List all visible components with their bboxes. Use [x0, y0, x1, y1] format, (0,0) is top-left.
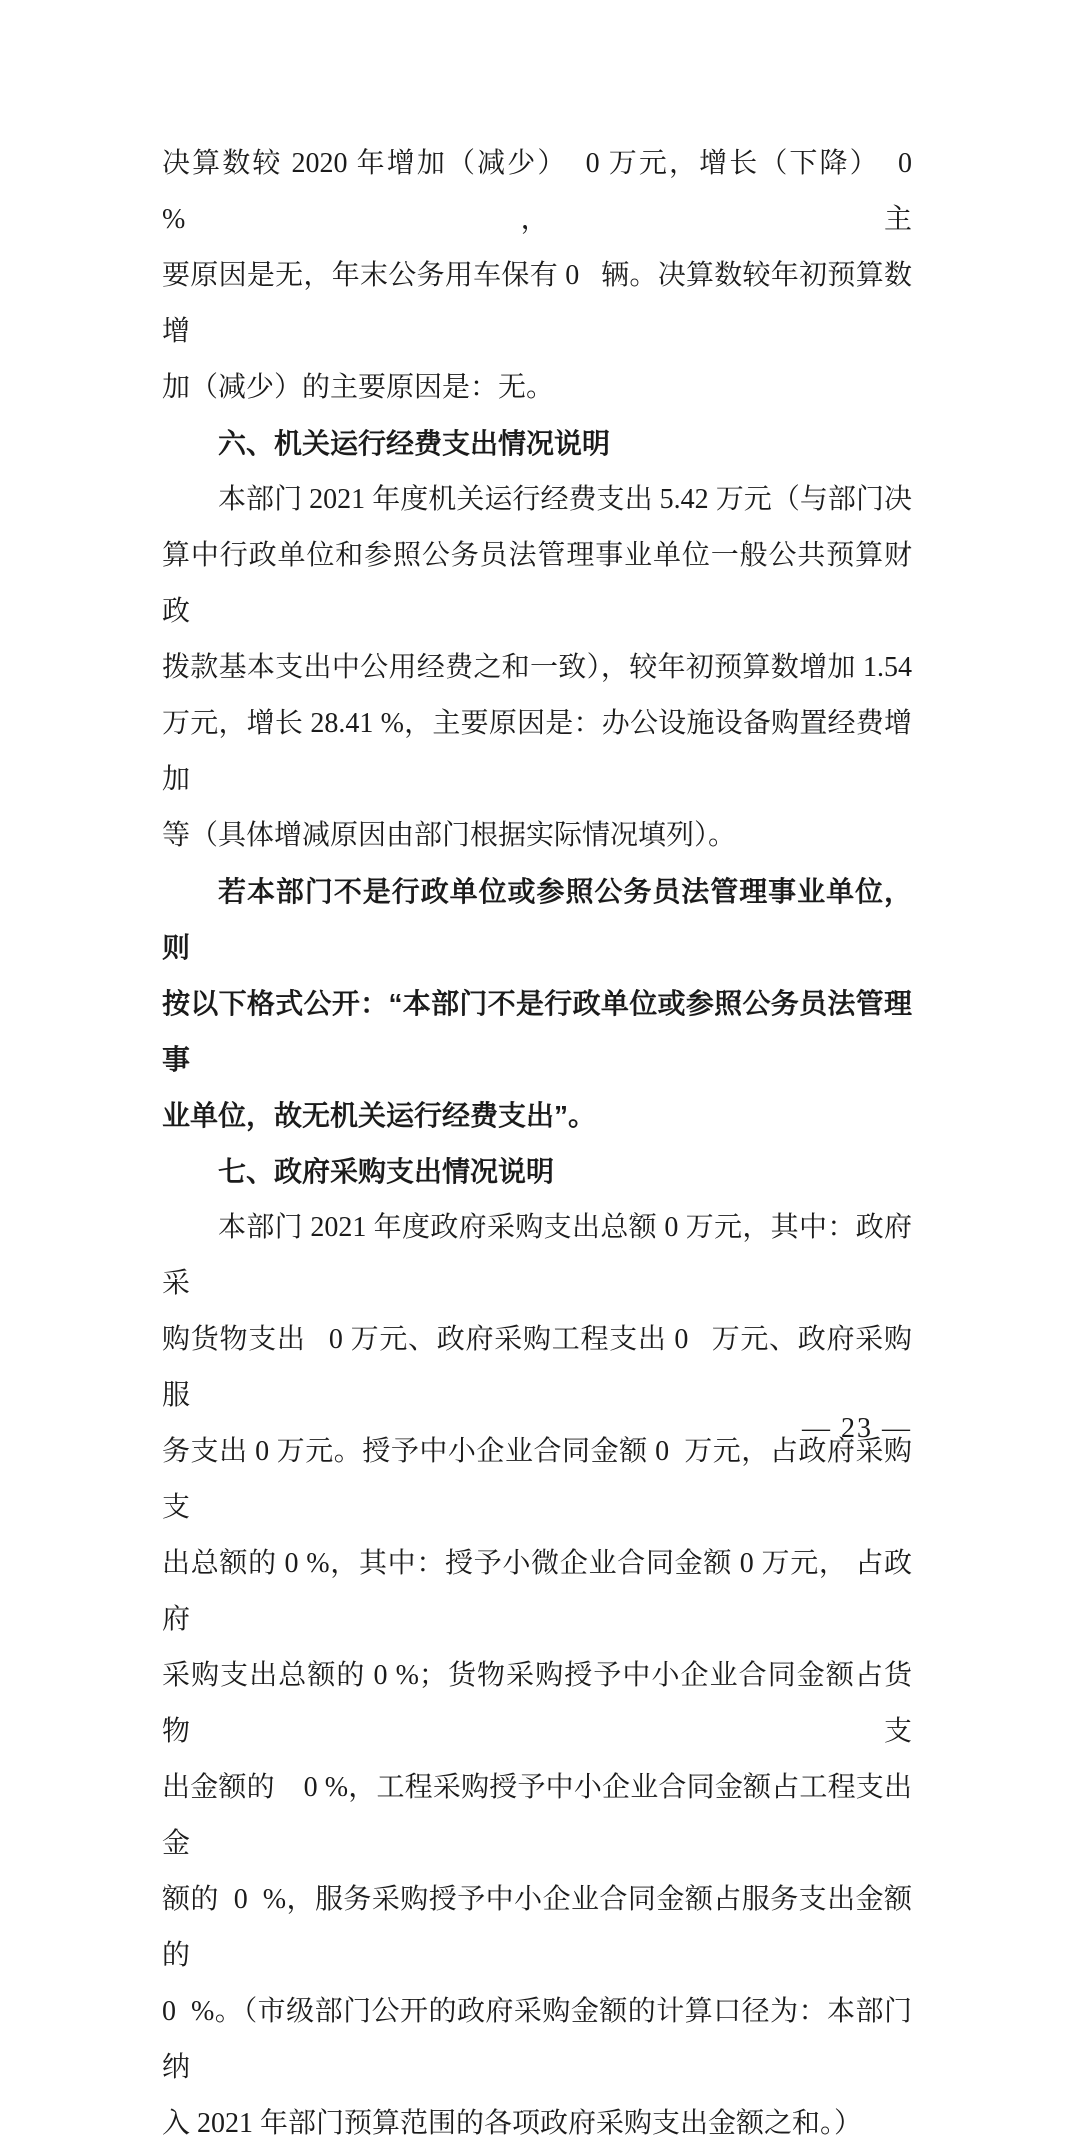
text-line: 本部门 2021 年度政府采购支出总额 0 万元，其中：政府采 [162, 1212, 912, 1299]
text-line: 出金额的 0 %，工程采购授予中小企业合同金额占工程支出金 [162, 1772, 912, 1859]
text-line: 业单位，故无机关运行经费支出”。 [162, 1100, 597, 1131]
text-line: 加（减少）的主要原因是：无。 [162, 372, 555, 403]
paragraph-vehicle-continuation [162, 136, 919, 416]
text-line: 拨款基本支出中公用经费之和一致），较年初预算数增加 1.54 [162, 652, 912, 683]
text-line: 等（具体增减原因由部门根据实际情况填列）。 [162, 820, 737, 851]
page-number: — 23 — [802, 1413, 912, 1444]
text-line: 出总额的 0 %，其中：授予小微企业合同金额 0 万元， 占政府 [162, 1548, 912, 1635]
text-line: 采购支出总额的 0 %；货物采购授予中小企业合同金额占货物支 [162, 1660, 912, 1747]
paragraph-non-admin-note [162, 864, 912, 1144]
text-line: 要原因是无，年末公务用车保有 0 辆。决算数较年初预算数增 [162, 260, 912, 347]
text-line: 本部门 2021 年度机关运行经费支出 5.42 万元（与部门决 [218, 484, 912, 515]
heading-section-7 [162, 1144, 912, 1200]
text-line: 务支出 0 万元。授予中小企业合同金额 0 万元，占政府采购支 [162, 1436, 912, 1523]
text-line: 额的 0 %，服务采购授予中小企业合同金额占服务支出金额的 [162, 1884, 912, 1971]
text-line: 0 %。（市级部门公开的政府采购金额的计算口径为：本部门纳 [162, 1996, 912, 2083]
text-line: 按以下格式公开：“本部门不是行政单位或参照公务员法管理事 [162, 988, 912, 1075]
paragraph-operating-expense [162, 472, 912, 864]
text-line: 入 2021 年部门预算范围的各项政府采购支出金额之和。） [162, 2108, 863, 2139]
text-line: 算中行政单位和参照公务员法管理事业单位一般公共预算财政 [162, 540, 912, 627]
text-line: 七、政府采购支出情况说明 [218, 1156, 555, 1187]
text-line: 若本部门不是行政单位或参照公务员法管理事业单位，则 [162, 876, 912, 963]
document-body [162, 136, 919, 2152]
text-line: 六、机关运行经费支出情况说明 [218, 428, 611, 459]
paragraph-procurement [162, 1200, 912, 2152]
text-line: 决算数较 2020 年增加（减少） 0 万元，增长（下降） 0 %，主 [162, 148, 919, 235]
heading-section-6 [162, 416, 912, 472]
text-line: 购货物支出 0 万元、政府采购工程支出 0 万元、政府采购服 [162, 1324, 912, 1411]
text-line: 万元，增长 28.41 %，主要原因是：办公设施设备购置经费增加 [162, 708, 912, 795]
